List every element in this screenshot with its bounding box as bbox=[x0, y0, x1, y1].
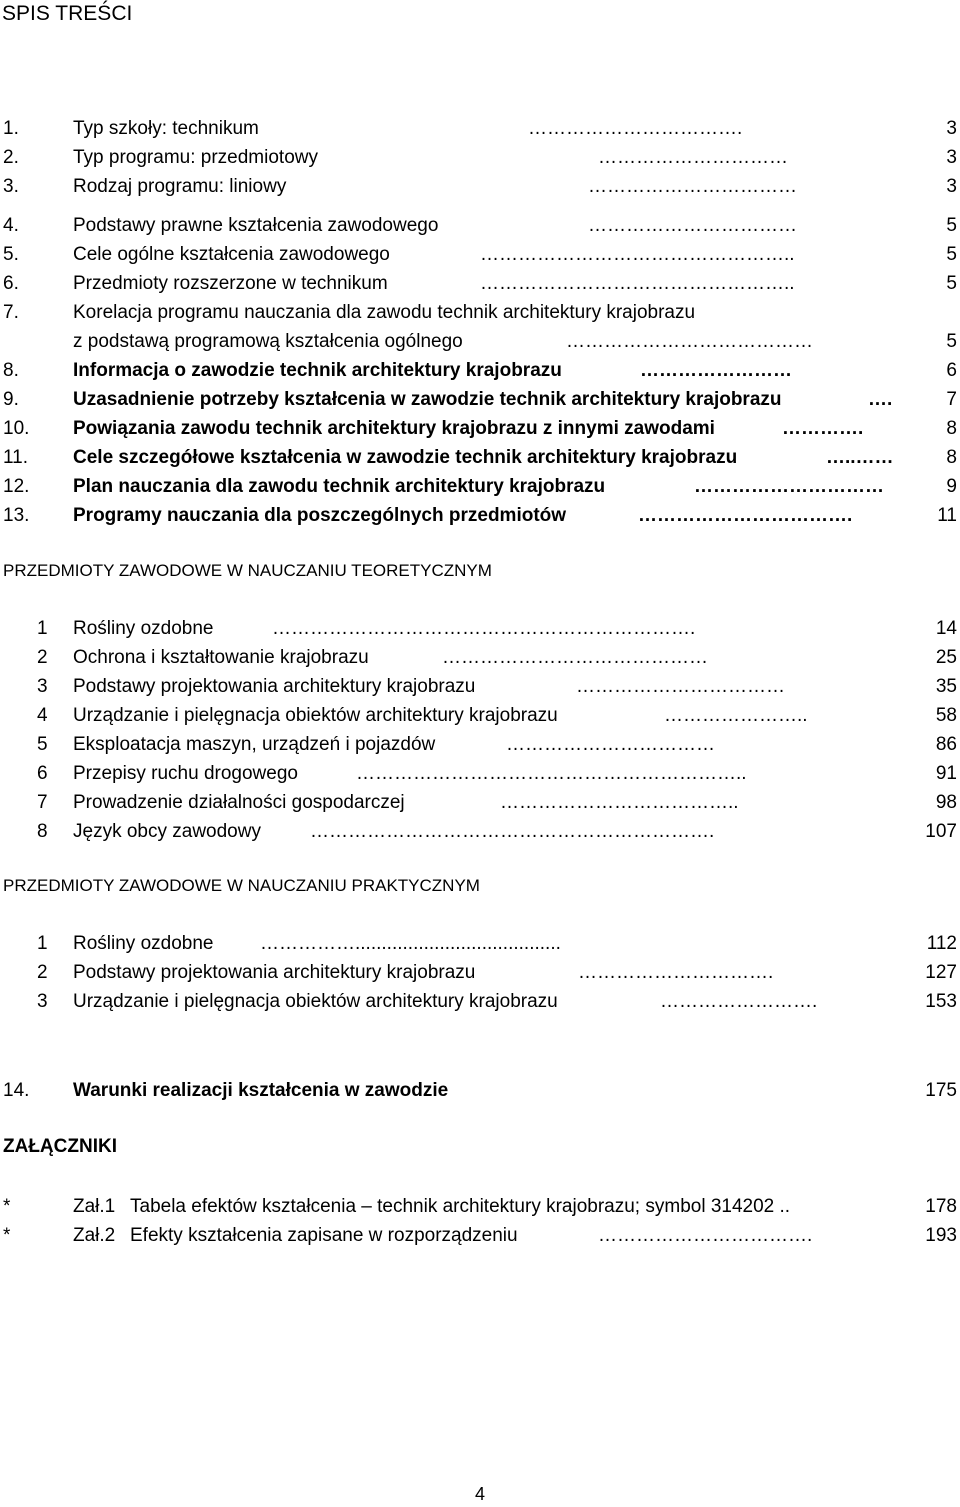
page-number: 4 bbox=[474, 1484, 485, 1504]
toc-text: Przedmioty rozszerzone w technikum bbox=[73, 273, 388, 294]
toc-text: Rodzaj programu: liniowy bbox=[73, 176, 287, 197]
toc-row bbox=[0, 211, 960, 240]
annex-leader: ……………………………. bbox=[598, 1225, 813, 1246]
subject-number: 3 bbox=[37, 991, 48, 1012]
subject-row bbox=[0, 701, 960, 730]
subject-row bbox=[0, 672, 960, 701]
toc-leader: ………………………………………….. bbox=[480, 244, 795, 265]
toc-number: 1. bbox=[3, 118, 19, 139]
toc-text: Podstawy prawne kształcenia zawodowego bbox=[73, 215, 439, 236]
toc-text: Cele ogólne kształcenia zawodowego bbox=[73, 244, 390, 265]
subject-text: Przepisy ruchu drogowego bbox=[73, 763, 298, 784]
toc-row bbox=[0, 1076, 960, 1105]
toc-text: Typ programu: przedmiotowy bbox=[73, 147, 318, 168]
toc-text: Cele szczegółowe kształcenia w zawodzie technik architektury krajobrazu bbox=[73, 447, 738, 468]
subject-leader: …………………………… bbox=[506, 734, 715, 755]
toc-page: 3 bbox=[946, 147, 957, 168]
toc-row bbox=[0, 298, 960, 327]
toc-row bbox=[0, 240, 960, 269]
toc-number: 4. bbox=[3, 215, 19, 236]
subject-number: 5 bbox=[37, 734, 48, 755]
toc-page: 6 bbox=[946, 360, 957, 381]
toc-text: Warunki realizacji kształcenia w zawodzie bbox=[73, 1080, 449, 1101]
toc-number: 2. bbox=[3, 147, 19, 168]
toc-text: Informacja o zawodzie technik architektury krajobrazu bbox=[73, 360, 562, 381]
subject-leader: ………………….. bbox=[664, 705, 808, 726]
subject-number: 7 bbox=[37, 792, 48, 813]
toc-row bbox=[0, 414, 960, 443]
subject-leader: …………………………………………………………. bbox=[272, 618, 696, 639]
subject-row bbox=[0, 730, 960, 759]
subject-number: 2 bbox=[37, 647, 48, 668]
subject-text: Rośliny ozdobne bbox=[73, 933, 214, 954]
annex-text: Efekty kształcenia zapisane w rozporządzeniu bbox=[130, 1225, 518, 1246]
toc-leader: …………. bbox=[782, 418, 864, 439]
toc-page: 8 bbox=[946, 447, 957, 468]
annex-bullet: * bbox=[3, 1196, 11, 1217]
toc-page: 11 bbox=[937, 505, 957, 526]
subject-page: 127 bbox=[925, 962, 957, 983]
subject-text: Podstawy projektowania architektury krajobrazu bbox=[73, 962, 476, 983]
annex-label: Zał.2 bbox=[73, 1225, 116, 1246]
toc-leader: ………………………………… bbox=[566, 331, 813, 352]
annex-label: Zał.1 bbox=[73, 1196, 116, 1217]
subject-number: 3 bbox=[37, 676, 48, 697]
section-heading-annex: ZAŁĄCZNIKI bbox=[3, 1136, 117, 1157]
toc-leader: …………………………… bbox=[588, 215, 797, 236]
subject-text: Język obcy zawodowy bbox=[73, 821, 261, 842]
toc-number: 8. bbox=[3, 360, 19, 381]
toc-page: 5 bbox=[946, 215, 957, 236]
toc-page: 7 bbox=[946, 389, 957, 410]
toc-number: 5. bbox=[3, 244, 19, 265]
toc-row bbox=[0, 172, 960, 201]
toc-text: Korelacja programu nauczania dla zawodu technik architektury krajobrazu bbox=[73, 302, 696, 323]
subject-page: 112 bbox=[926, 933, 957, 954]
subject-row bbox=[0, 929, 960, 958]
subject-leader: …………………………………………………….. bbox=[356, 763, 747, 784]
subject-page: 98 bbox=[935, 792, 957, 813]
toc-number: 12. bbox=[3, 476, 30, 497]
subject-text: Urządzanie i pielęgnacja obiektów architektury krajobrazu bbox=[73, 705, 558, 726]
toc-number: 7. bbox=[3, 302, 19, 323]
toc-number: 11. bbox=[3, 447, 29, 468]
toc-page: 8 bbox=[946, 418, 957, 439]
subject-number: 8 bbox=[37, 821, 48, 842]
toc-page: 3 bbox=[946, 176, 957, 197]
toc-page: 175 bbox=[925, 1080, 957, 1101]
subject-page: 25 bbox=[935, 647, 957, 668]
subject-row bbox=[0, 987, 960, 1016]
toc-text: Uzasadnienie potrzeby kształcenia w zawodzie technik architektury krajobrazu bbox=[73, 389, 782, 410]
toc-row bbox=[0, 501, 960, 530]
subject-page: 91 bbox=[935, 763, 957, 784]
subject-text: Podstawy projektowania architektury krajobrazu bbox=[73, 676, 476, 697]
toc-leader: …..…… bbox=[826, 447, 894, 468]
toc-leader: ……………………………. bbox=[528, 118, 743, 139]
toc-text: z podstawą programową kształcenia ogólnego bbox=[73, 331, 463, 352]
toc-leader: ……………………………. bbox=[638, 505, 853, 526]
toc-text: Plan nauczania dla zawodu technik architektury krajobrazu bbox=[73, 476, 606, 497]
toc-number: 9. bbox=[3, 389, 19, 410]
toc-leader: …………………………… bbox=[588, 176, 797, 197]
annex-text: Tabela efektów kształcenia – technik architektury krajobrazu; symbol 314202 .. bbox=[130, 1196, 791, 1217]
subject-number: 4 bbox=[37, 705, 48, 726]
subject-row bbox=[0, 643, 960, 672]
subject-row bbox=[0, 614, 960, 643]
toc-leader: ………………………… bbox=[694, 476, 884, 497]
subject-number: 2 bbox=[37, 962, 48, 983]
toc-leader: ………………………………………….. bbox=[480, 273, 795, 294]
subject-row bbox=[0, 817, 960, 846]
subject-number: 6 bbox=[37, 763, 48, 784]
subject-leader: ……………………………….. bbox=[500, 792, 739, 813]
toc-number: 3. bbox=[3, 176, 19, 197]
subject-page: 86 bbox=[935, 734, 957, 755]
toc-number: 13. bbox=[3, 505, 30, 526]
subject-leader: …………………………………… bbox=[442, 647, 708, 668]
subject-leader: …………………………. bbox=[578, 962, 774, 983]
subject-text: Ochrona i kształtowanie krajobrazu bbox=[73, 647, 369, 668]
subject-page: 107 bbox=[925, 821, 957, 842]
toc-row bbox=[0, 443, 960, 472]
section-heading-practice: PRZEDMIOTY ZAWODOWE W NAUCZANIU PRAKTYCZNYM bbox=[3, 876, 480, 895]
subject-row bbox=[0, 958, 960, 987]
toc-row bbox=[0, 385, 960, 414]
section-heading-theory: PRZEDMIOTY ZAWODOWE W NAUCZANIU TEORETYCZNYM bbox=[3, 561, 492, 580]
toc-page: 5 bbox=[946, 244, 957, 265]
annex-row bbox=[0, 1192, 960, 1221]
toc-page: 3 bbox=[946, 118, 957, 139]
toc-page: 5 bbox=[946, 331, 957, 352]
toc-number: 6. bbox=[3, 273, 19, 294]
toc-row bbox=[0, 472, 960, 501]
toc-text: Typ szkoły: technikum bbox=[73, 118, 259, 139]
toc-number: 14. bbox=[3, 1080, 30, 1101]
toc-row bbox=[0, 114, 960, 143]
subject-text: Eksploatacja maszyn, urządzeń i pojazdów bbox=[73, 734, 436, 755]
toc-row bbox=[0, 269, 960, 298]
toc-text: Powiązania zawodu technik architektury krajobrazu z innymi zawodami bbox=[73, 418, 715, 439]
toc-number: 10. bbox=[3, 418, 30, 439]
subject-leader: …………………………… bbox=[576, 676, 785, 697]
subject-text: Rośliny ozdobne bbox=[73, 618, 214, 639]
annex-page: 178 bbox=[925, 1196, 957, 1217]
toc-leader: …………………… bbox=[640, 360, 792, 381]
subject-page: 153 bbox=[925, 991, 957, 1012]
subject-text: Urządzanie i pielęgnacja obiektów architektury krajobrazu bbox=[73, 991, 558, 1012]
subject-leader: ……………………. bbox=[660, 991, 818, 1012]
toc-text: Programy nauczania dla poszczególnych przedmiotów bbox=[73, 505, 567, 526]
annex-row bbox=[0, 1221, 960, 1250]
subject-page: 35 bbox=[935, 676, 957, 697]
subject-page: 14 bbox=[935, 618, 957, 639]
annex-bullet: * bbox=[3, 1225, 11, 1246]
subject-row bbox=[0, 759, 960, 788]
subject-row bbox=[0, 788, 960, 817]
toc-leader: …. bbox=[868, 389, 893, 410]
subject-leader: ………………………………………………………. bbox=[310, 821, 715, 842]
toc-page: 9 bbox=[946, 476, 957, 497]
page-title: SPIS TREŚCI bbox=[2, 2, 133, 25]
toc-row bbox=[0, 327, 960, 356]
subject-leader: ……………....................................... bbox=[260, 933, 561, 954]
toc-leader: ………………………… bbox=[598, 147, 788, 168]
subject-page: 58 bbox=[935, 705, 957, 726]
toc-row bbox=[0, 143, 960, 172]
toc-row bbox=[0, 356, 960, 385]
annex-page: 193 bbox=[925, 1225, 957, 1246]
subject-text: Prowadzenie działalności gospodarczej bbox=[73, 792, 405, 813]
toc-page: 5 bbox=[946, 273, 957, 294]
subject-number: 1 bbox=[37, 933, 48, 954]
subject-number: 1 bbox=[37, 618, 48, 639]
